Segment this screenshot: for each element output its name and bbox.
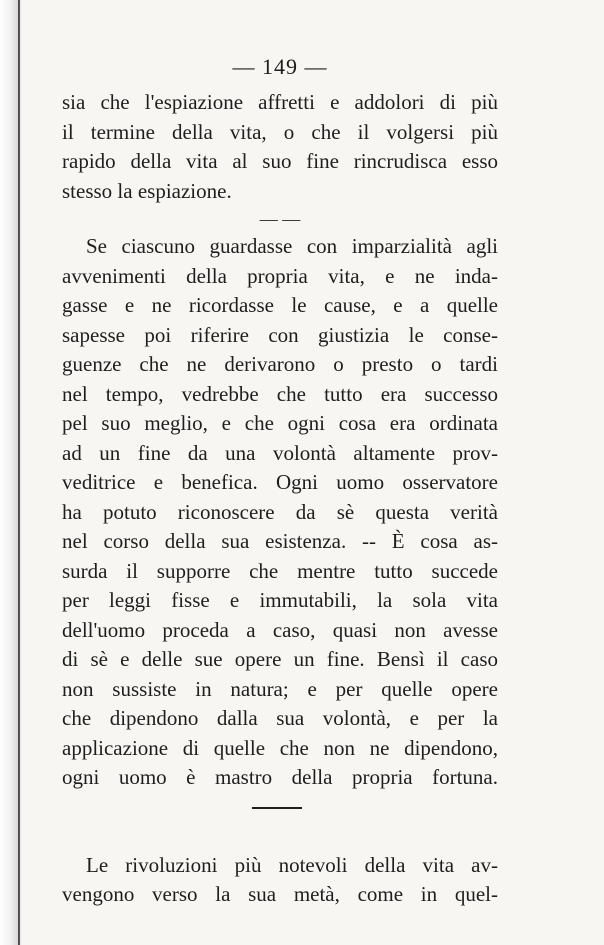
text-line: applicazione di quelle che non ne dipendono,: [62, 735, 498, 760]
text-line: nel corso della sua esistenza. -- È cosa as-: [62, 529, 498, 553]
text-line: vengono verso la sua metà, come in quel-: [62, 882, 498, 906]
section-rule: [62, 793, 498, 829]
rule-line: [252, 807, 302, 809]
text-line: ad un fine da una volontà altamente prov-: [62, 440, 498, 465]
text-line: dell'uomo proceda a caso, quasi non avesse: [62, 617, 498, 642]
text-line: sia che l'espiazione affretti e addolori di più: [62, 90, 498, 114]
page-number: — 149 —: [232, 54, 328, 79]
text-line: pel suo meglio, e che ogni cosa era ordinata: [62, 411, 498, 435]
text-line: ogni uomo è mastro della propria fortuna.: [62, 765, 498, 789]
text-line: veditrice e benefica. Ogni uomo osservatore: [62, 470, 498, 494]
text-line: guenze che ne derivarono o presto o tardi: [62, 352, 498, 376]
text-line: avvenimenti della propria vita, e ne inda-: [62, 263, 498, 288]
text-line: surda il supporre che mentre tutto succede: [62, 558, 498, 583]
text-line: rapido della vita al suo fine rincrudisca esso: [62, 149, 498, 173]
binding-edge: [18, 0, 20, 945]
text-line: gasse e ne ricordasse le cause, e a quelle: [62, 293, 498, 317]
text-line: di sè e delle sue opere un fine. Bensì il caso: [62, 647, 498, 671]
text-line: Se ciascuno guardasse con imparzialità agli: [86, 234, 498, 258]
paragraph-2: [62, 232, 498, 793]
text-line: stesso la espiazione.: [62, 178, 232, 203]
text-line: che dipendono dalla sua volontà, e per la: [62, 706, 498, 730]
paragraph-gap: [62, 829, 498, 851]
page-text: [62, 50, 498, 910]
text-line: ha potuto riconoscere da sè questa verità: [62, 499, 498, 524]
paragraph-3: [62, 851, 498, 910]
text-line: il termine della vita, o che il volgersi più: [62, 119, 498, 144]
text-line: nel tempo, vedrebbe che tutto era successo: [62, 381, 498, 406]
paragraph-1: [62, 88, 498, 206]
text-line: non sussiste in natura; e per quelle opere: [62, 676, 498, 701]
section-separator: — —: [259, 209, 301, 229]
text-line: Le rivoluzioni più notevoli della vita av-: [86, 852, 498, 877]
text-line: per leggi fisse e immutabili, la sola vita: [62, 588, 498, 612]
text-line: sapesse poi riferire con giustizia le conse-: [62, 322, 498, 347]
